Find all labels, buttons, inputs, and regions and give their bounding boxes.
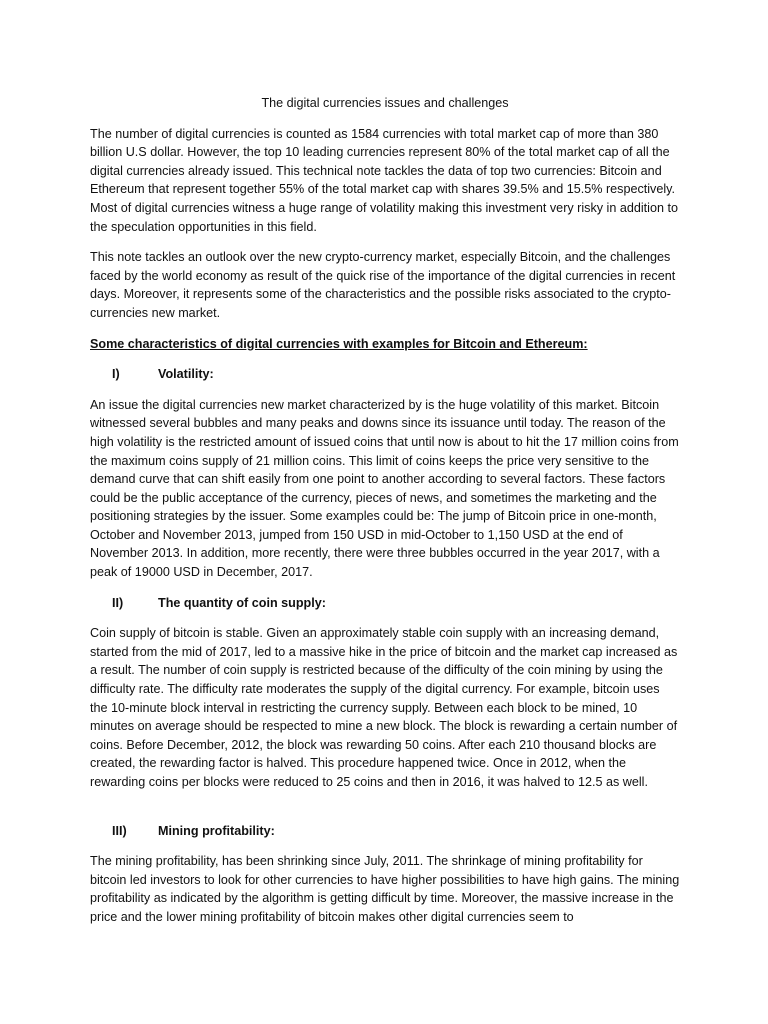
subsection-heading-volatility [90,365,680,384]
subsection-title: Volatility: [158,367,214,382]
volatility-paragraph: An issue the digital currencies new market characterized by is the huge volatility of this market. Bitcoin witnessed several bubbles and many peaks and downs since its issuance until today. The reason of the high volatility is the restricted amount of issued coins that until now is about to hit the 17 million coins from the maximum coins supply of 21 million coins. This limit of coins keeps the price very sensitive to the demand curve that can shift easily from one point to another according to several factors. These factors could be the public acceptance of the currency, pieces of news, and sometimes the marketing and the positioning strategies by the issuer. Some examples could be: The jump of Bitcoin price in one-month, October and November 2013, jumped from 150 USD in mid-October to 1,150 USD at the end of November 2013. In addition, more recently, there were three bubbles occurred in the year 2017, with a peak of 19000 USD in December, 2017. [90,397,679,580]
document-title: The digital currencies issues and challenges [261,96,509,110]
intro-paragraph-2: This note tackles an outlook over the new crypto-currency market, especially Bitcoin, and the challenges faced by the world economy as result of the quick rise of the importance of the digital currencies in recent days. Moreover, it represents some of the characteristics and the possible risks associated to the crypto-currencies new market. [90,250,676,320]
blank-line [90,804,680,822]
mining-profitability-paragraph: The mining profitability, has been shrinking since July, 2011. The shrinkage of mining profitability for bitcoin led investors to look for other currencies to have higher possibilities to have high gains. The mining profitability as indicated by the algorithm is getting difficult by time. Moreover, the massive increase in the price and the lower mining profitability of bitcoin makes other digital currencies seem to [90,854,680,924]
intro-paragraph-1: The number of digital currencies is counted as 1584 currencies with total market cap of more than 380 billion U.S dollar. However, the top 10 leading currencies represent 80% of the total market cap of all the digital currencies already issued. This technical note tackles the data of top two currencies: Bitcoin and Ethereum that represent together 55% of the total market cap with shares 39.5% and 15.5% respectively. Most of digital currencies witness a huge range of volatility making this investment very risky in addition to the speculation opportunities in this field. [90,126,678,234]
subsection-title: Mining profitability: [158,823,275,838]
subsection-title: The quantity of coin supply: [158,595,326,610]
section-heading: Some characteristics of digital currencies with examples for Bitcoin and Ethereum: [90,336,588,351]
subsection-number: II) [112,595,124,610]
subsection-number: I) [112,367,120,382]
document-body [90,94,680,939]
coin-supply-paragraph: Coin supply of bitcoin is stable. Given an approximately stable coin supply with an increasing demand, started from the mid of 2017, led to a massive hike in the price of bitcoin and the market cap increased as a result. The number of coin supply is restricted because of the difficulty of the coin mining by using the difficulty rate. The difficulty rate moderates the supply of the digital currency. For example, bitcoin uses the 10-minute block interval in restricting the currency supply. Between each block to be mined, 10 minutes on average should be respected to mine a new block. The block is rewarding a certain number of coins. Before December, 2012, the block was rewarding 50 coins. After each 210 thousand blocks are created, the rewarding factor is halved. This procedure happened twice. Once in 2012, when the rewarding coins per blocks were reduced to 25 coins and then in 2016, it was halved to 12.5 as well. [90,626,678,789]
subsection-heading-mining-profitability [90,822,680,841]
subsection-number: III) [112,823,127,838]
subsection-heading-coin-supply [90,594,680,613]
